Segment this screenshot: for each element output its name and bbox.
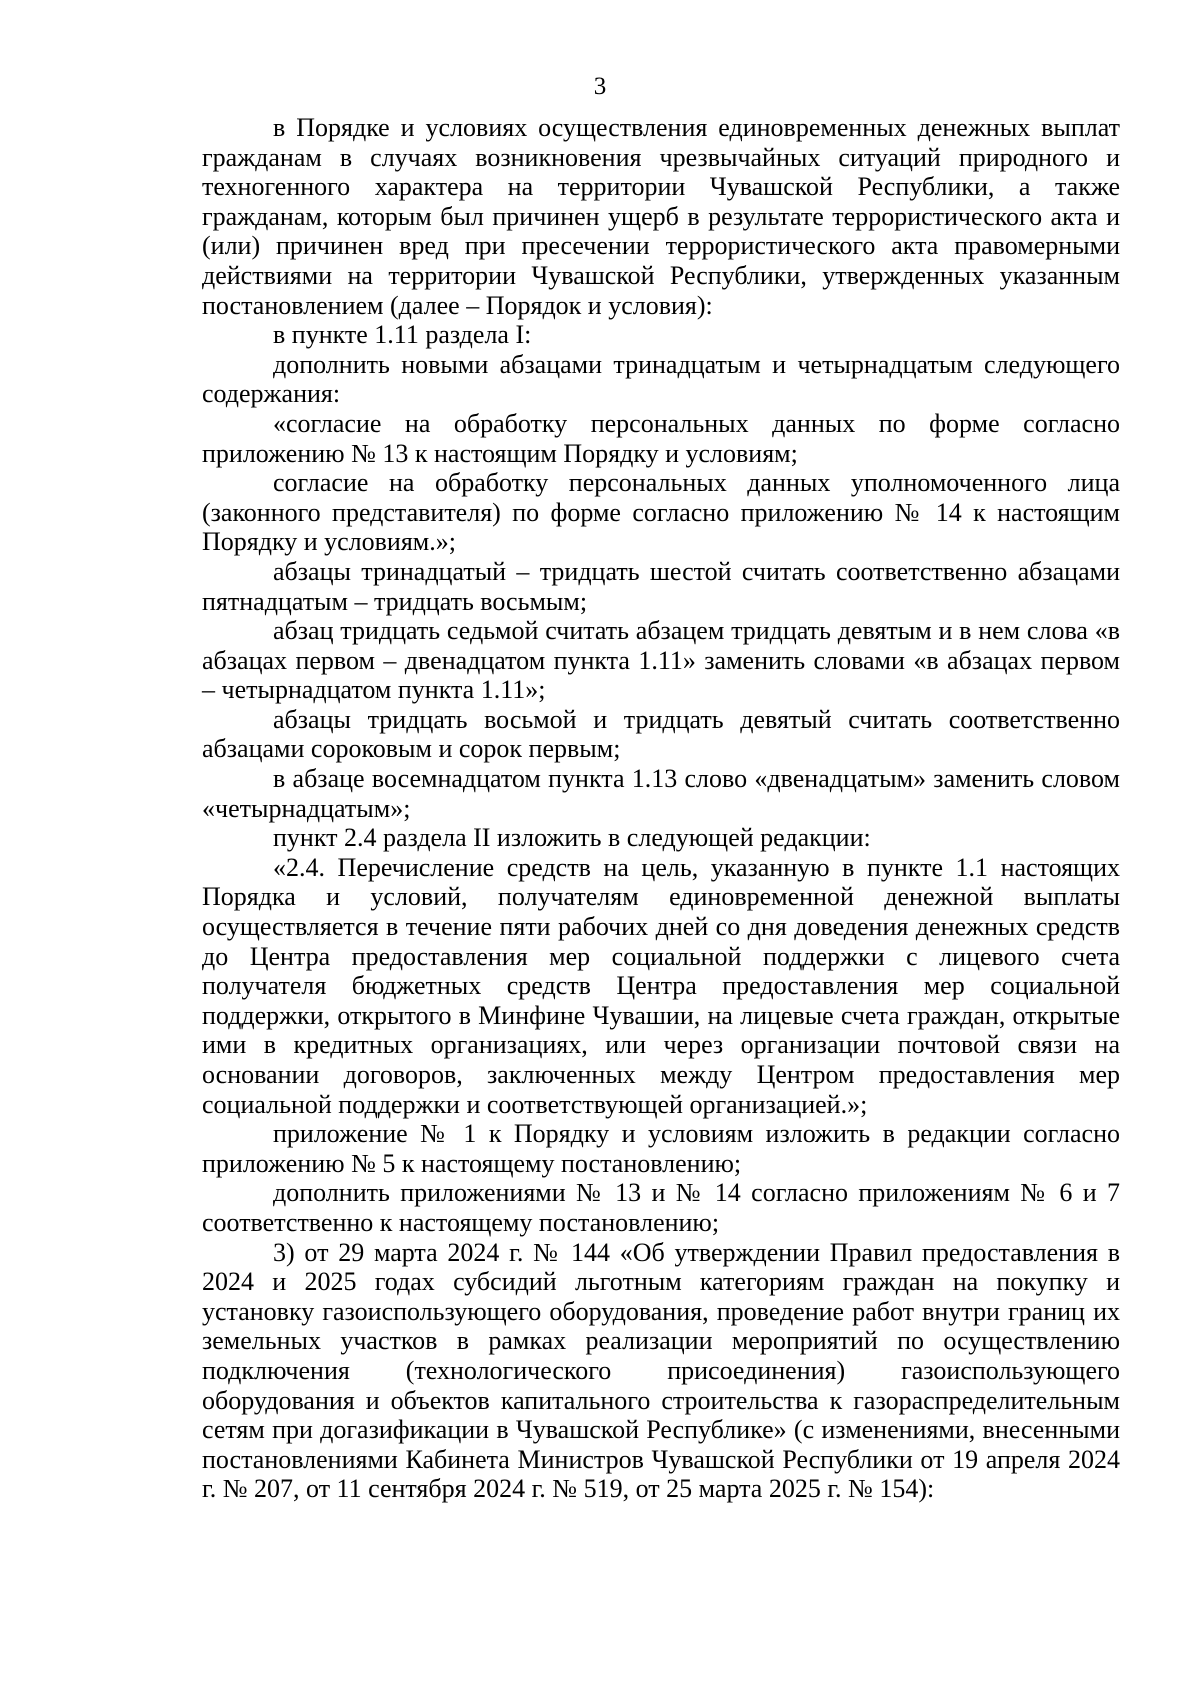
paragraph: «2.4. Перечисление средств на цель, указанную в пункте 1.1 настоящих Порядка и условий, получателям единовременной денежной выплаты осуществляется в течение пяти рабочих дней со дня доведения денежных средств до Центра предоставления мер социальной поддержки с лицевого счета получателя бюджетных средств Центра предоставления мер социальной поддержки, открытого в Минфине Чувашии, на лицевые счета граждан, открытые ими в кредитных организациях, или через организации почтовой связи на основании договоров, заключенных между Центром предоставления мер социальной поддержки и соответствующей организацией.»;	[202, 852, 1120, 1119]
paragraph: «согласие на обработку персональных данных по форме согласно приложению № 13 к настоящим Порядку и условиям;	[202, 408, 1120, 468]
paragraph: дополнить приложениями № 13 и № 14 согласно приложениям № 6 и 7 соответственно к настоящему постановлению;	[202, 1178, 1120, 1237]
paragraph: пункт 2.4 раздела II изложить в следующей редакции:	[273, 823, 871, 853]
document-body	[202, 113, 1120, 1504]
paragraph: согласие на обработку персональных данных уполномоченного лица (законного представителя) по форме согласно приложению № 14 к настоящим Порядку и условиям.»;	[202, 468, 1120, 557]
page-number: 3	[593, 73, 607, 100]
paragraph: в абзаце восемнадцатом пункта 1.13 слово «двенадцатым» заменить словом «четырнадцатым»;	[202, 764, 1120, 823]
paragraph: 3) от 29 марта 2024 г. № 144 «Об утверждении Правил предоставления в 2024 и 2025 годах субсидий льготным категориям граждан на покупку и установку газоиспользующего оборудования, проведение работ внутри границ их земельных участков в рамках реализации мероприятий по осуществлению подключения (технологического присоединения) газоиспользующего оборудования и объектов капитального строительства к газораспределительным сетям при догазификации в Чувашской Республике» (с изменениями, внесенными постановлениями Кабинета Министров Чувашской Республики от 19 апреля 2024 г. № 207, от 11 сентября 2024 г. № 519, от 25 марта 2025 г. № 154):	[202, 1237, 1120, 1504]
paragraph: в пункте 1.11 раздела I:	[273, 320, 532, 350]
paragraph: дополнить новыми абзацами тринадцатым и четырнадцатым следующего содержания:	[202, 349, 1120, 409]
paragraph: в Порядке и условиях осуществления единовременных денежных выплат гражданам в случаях возникновения чрезвычайных ситуаций природного и техногенного характера на территории Чувашской Республики, а также гражданам, которым был причинен ущерб в результате террористического акта и (или) причинен вред при пресечении террористического акта правомерными действиями на территории Чувашской Республики, утвержденных указанным постановлением (далее – Порядок и условия):	[202, 113, 1120, 320]
paragraph: приложение № 1 к Порядку и условиям изложить в редакции согласно приложению № 5 к настоящему постановлению;	[202, 1119, 1120, 1178]
paragraph: абзацы тридцать восьмой и тридцать девятый считать соответственно абзацами сороковым и сорок первым;	[202, 704, 1120, 764]
paragraph: абзац тридцать седьмой считать абзацем тридцать девятым и в нем слова «в абзацах первом – двенадцатом пункта 1.11» заменить словами «в абзацах первом – четырнадцатом пункта 1.11»;	[202, 616, 1120, 705]
paragraph: абзацы тринадцатый – тридцать шестой считать соответственно абзацами пятнадцатым – тридцать восьмым;	[202, 556, 1120, 616]
